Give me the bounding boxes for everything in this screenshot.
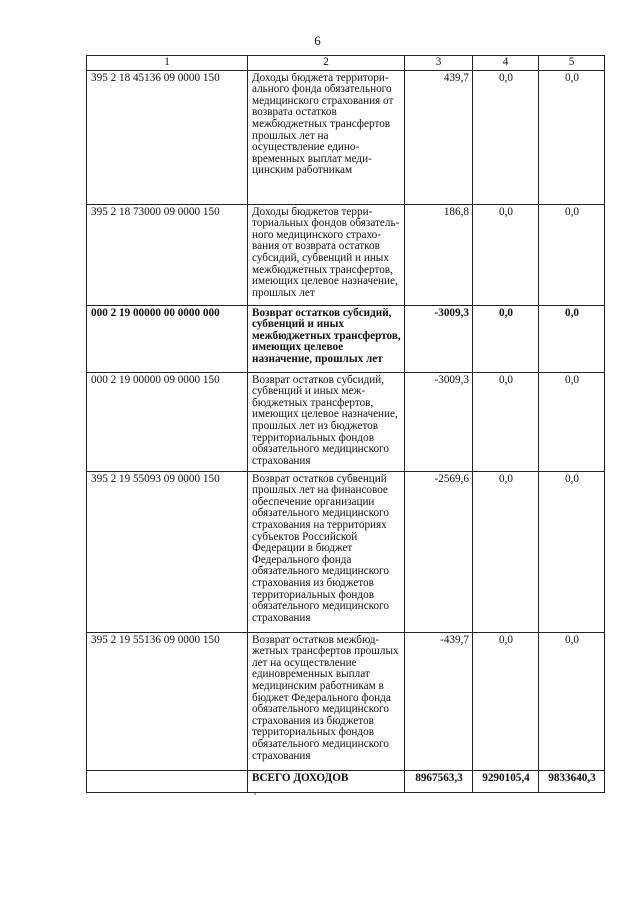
row-description: Возврат остатков субсидий, субвенций и иных межбюджетных трансфертов, имеющих целевое назначение, прошлых лет bbox=[248, 305, 405, 372]
total-col4: 9290105,4 bbox=[473, 770, 539, 792]
row-description: Возврат остатков субвенций прошлых лет на финансовое обеспечение организации обязательного медицинского страхования на территориях субъектов Российской Федерации в бюджет Федерального фонда обязательного медицинского страхования из бюджетов территориальных фондов обязательного медицинского страхования bbox=[248, 471, 405, 632]
table-row bbox=[87, 632, 605, 770]
amount-col3: -3009,3 bbox=[405, 372, 473, 471]
amount-col4: 0,0 bbox=[473, 471, 539, 632]
budget-code: 000 2 19 00000 00 0000 000 bbox=[87, 305, 248, 372]
table-header-row bbox=[87, 56, 605, 71]
amount-col4: 0,0 bbox=[473, 305, 539, 372]
amount-col4: 0,0 bbox=[473, 632, 539, 770]
scan-speck bbox=[254, 793, 256, 795]
table-row bbox=[87, 305, 605, 372]
revenue-table bbox=[86, 55, 605, 793]
amount-col3: -439,7 bbox=[405, 632, 473, 770]
row-description: Доходы бюджета территориального фонда обязательного медицинского страхования от возврата остатков межбюджетных трансфертов прошлых лет на осуществление единовременных выплат медицинским работникам bbox=[248, 70, 405, 204]
amount-col5: 0,0 bbox=[539, 305, 605, 372]
amount-col4: 0,0 bbox=[473, 204, 539, 305]
total-row bbox=[87, 770, 605, 792]
budget-code: 000 2 19 00000 09 0000 150 bbox=[87, 372, 248, 471]
budget-code: 395 2 18 45136 09 0000 150 bbox=[87, 70, 248, 204]
column-header-1: 1 bbox=[87, 56, 248, 71]
total-col3: 8967563,3 bbox=[405, 770, 473, 792]
budget-code: 395 2 18 73000 09 0000 150 bbox=[87, 204, 248, 305]
column-header-5: 5 bbox=[539, 56, 605, 71]
table-row bbox=[87, 471, 605, 632]
budget-code: 395 2 19 55093 09 0000 150 bbox=[87, 471, 248, 632]
amount-col5: 0,0 bbox=[539, 204, 605, 305]
total-code bbox=[87, 770, 248, 792]
amount-col3: 186,8 bbox=[405, 204, 473, 305]
table-row bbox=[87, 70, 605, 204]
page-number: 6 bbox=[314, 33, 321, 48]
total-col5: 9833640,3 bbox=[539, 770, 605, 792]
row-description: Доходы бюджетов территориальных фондов обязательного медицинского страхования от возврата остатков субсидий, субвенций и иных межбюджетных трансфертов, имеющих целевое назначение, прошлых лет bbox=[248, 204, 405, 305]
column-header-2: 2 bbox=[248, 56, 405, 71]
amount-col5: 0,0 bbox=[539, 471, 605, 632]
amount-col5: 0,0 bbox=[539, 372, 605, 471]
amount-col3: -2569,6 bbox=[405, 471, 473, 632]
table-row bbox=[87, 204, 605, 305]
total-label: ВСЕГО ДОХОДОВ bbox=[248, 770, 405, 792]
column-header-4: 4 bbox=[473, 56, 539, 71]
budget-code: 395 2 19 55136 09 0000 150 bbox=[87, 632, 248, 770]
amount-col5: 0,0 bbox=[539, 632, 605, 770]
amount-col3: 439,7 bbox=[405, 70, 473, 204]
table-row bbox=[87, 372, 605, 471]
amount-col4: 0,0 bbox=[473, 70, 539, 204]
column-header-3: 3 bbox=[405, 56, 473, 71]
row-description: Возврат остатков межбюджетных трансфертов прошлых лет на осуществление единовременных выплат медицинским работникам в бюджет Федерального фонда обязательного медицинского страхования из бюджетов территориальных фондов обязательного медицинского страхования bbox=[248, 632, 405, 770]
row-description: Возврат остатков субсидий, субвенций и иных межбюджетных трансфертов, имеющих целевое назначение, прошлых лет из бюджетов территориальных фондов обязательного медицинского страхования bbox=[248, 372, 405, 471]
amount-col3: -3009,3 bbox=[405, 305, 473, 372]
amount-col5: 0,0 bbox=[539, 70, 605, 204]
amount-col4: 0,0 bbox=[473, 372, 539, 471]
